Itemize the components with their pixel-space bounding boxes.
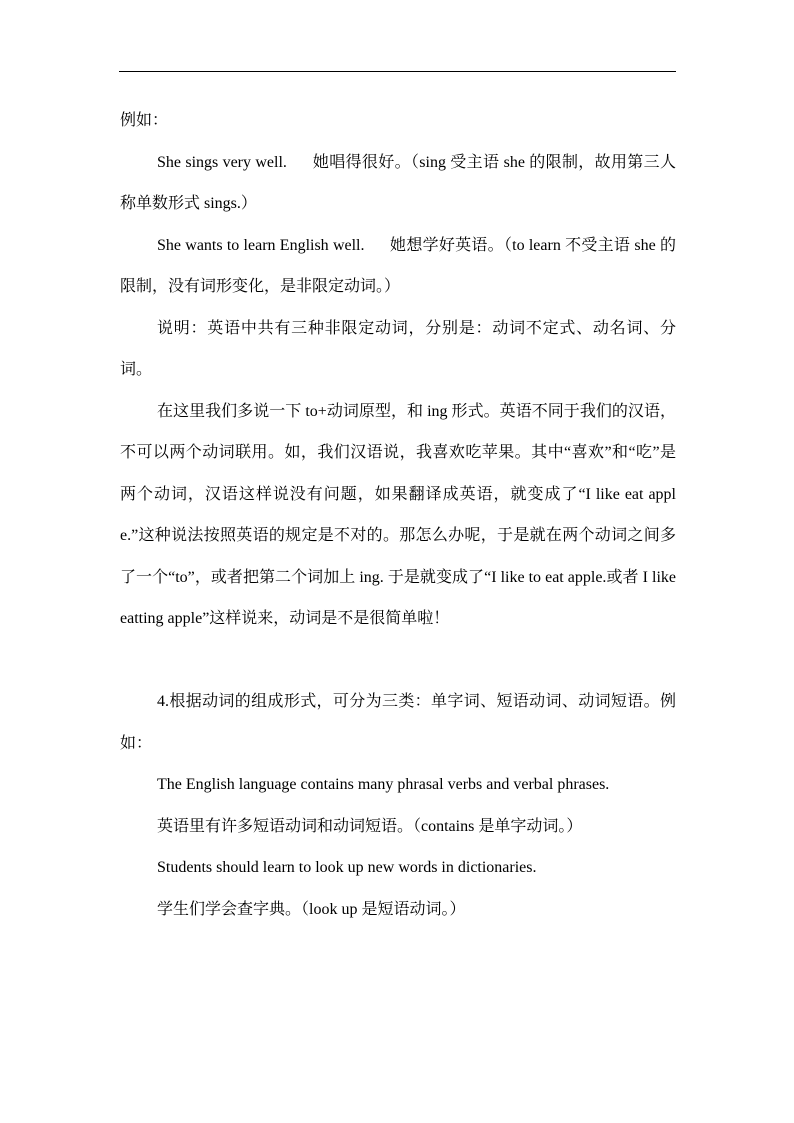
document-body <box>120 100 680 930</box>
paragraph-example-sings: She sings very well. 她唱得很好。（sing 受主语 she 的限制，故用第三人称单数形式 sings.） <box>120 153 676 212</box>
paragraph-explanation: 说明：英语中共有三种非限定动词，分别是：动词不定式、动名词、分词。 <box>120 319 676 378</box>
paragraph-translation-contains: 英语里有许多短语动词和动词短语。（contains 是单字动词。） <box>157 817 583 835</box>
header-rule <box>119 71 676 72</box>
paragraph-translation-look-up: 学生们学会查字典。（look up 是短语动词。） <box>157 900 466 918</box>
paragraph-example-students: Students should learn to look up new words in dictionaries. <box>157 859 537 876</box>
paragraph-section-4: 4.根据动词的组成形式，可分为三类：单字词、短语动词、动词短语。例如： <box>120 693 676 752</box>
paragraph-to-ing-discussion: 在这里我们多说一下 to+动词原型，和 ing 形式。英语不同于我们的汉语，不可以两个动词联用。如，我们汉语说，我喜欢吃苹果。其中“喜欢”和“吃”是两个动词，汉语这样说没有问题，如果翻译成英语，就变成了“I like eat apple.”这种说法按照英语的规定是不对的。那怎么办呢，于是就在两个动词之间多了一个“to”，或者把第二个词加上 ing. 于是就变成了“I like to eat apple.或者 I like eatting apple”这样说来，动词是不是很简单啦！ <box>120 402 680 627</box>
paragraph-example-english-language: The English language contains many phrasal verbs and verbal phrases. <box>157 776 610 793</box>
paragraph-spacer <box>120 640 676 682</box>
paragraph-example-wants: She wants to learn English well. 她想学好英语。（to learn 不受主语 she 的限制，没有词形变化，是非限定动词。） <box>120 236 676 295</box>
paragraph-example-intro: 例如： <box>120 112 169 129</box>
